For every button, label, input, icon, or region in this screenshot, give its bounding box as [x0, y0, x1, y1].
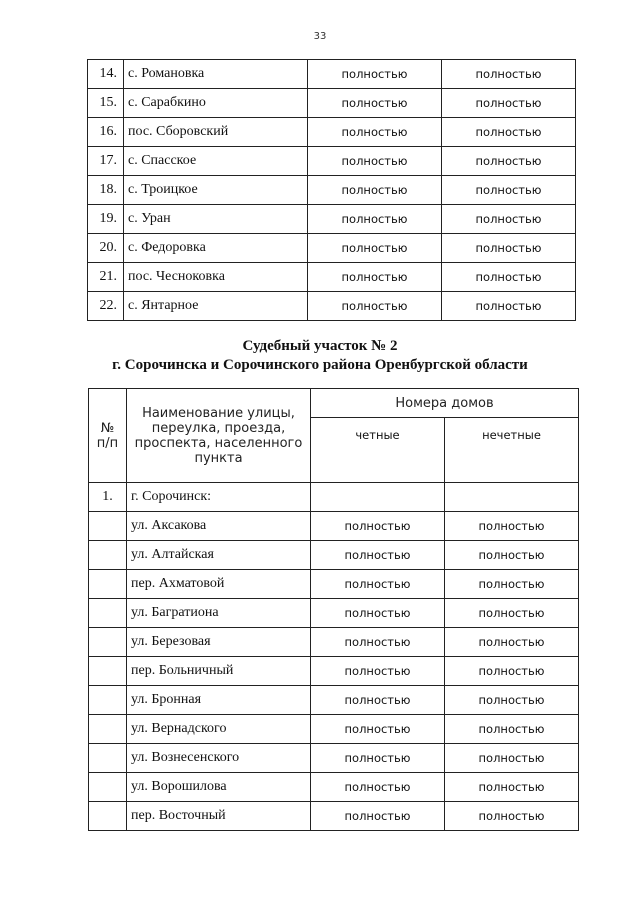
- settlement-name: с. Троицкое: [124, 176, 308, 205]
- header-name-line4: пункта: [194, 450, 243, 466]
- settlement-name: пос. Чесноковка: [124, 263, 308, 292]
- section-title: Судебный участок № 2: [242, 338, 398, 354]
- section-subtitle: г. Сорочинска и Сорочинского района Оренбургской области: [112, 357, 528, 373]
- even-value: полностью: [308, 118, 442, 147]
- table-row: [89, 715, 579, 744]
- header-name-line2: переулка, проезда,: [151, 420, 286, 436]
- table-row: [88, 89, 576, 118]
- header-name-line1: Наименование улицы,: [142, 405, 295, 421]
- header-number-line2: п/п: [96, 435, 119, 451]
- row-number-empty: [89, 802, 127, 831]
- street-name: ул. Багратиона: [127, 599, 311, 628]
- even-value: полностью: [311, 686, 445, 715]
- street-name: ул. Аксакова: [127, 512, 311, 541]
- even-value: полностью: [311, 657, 445, 686]
- table-row: [89, 744, 579, 773]
- odd-value: полностью: [442, 118, 576, 147]
- table-row: [89, 512, 579, 541]
- header-name-line3: проспекта, населенного: [134, 435, 303, 451]
- row-number-empty: [89, 744, 127, 773]
- row-number-empty: [89, 599, 127, 628]
- odd-value: полностью: [445, 657, 579, 686]
- row-number-empty: [89, 657, 127, 686]
- even-value: полностью: [311, 802, 445, 831]
- table-row: [89, 773, 579, 802]
- table-row: [88, 60, 576, 89]
- row-number: 22.: [88, 292, 124, 321]
- street-name: ул. Ворошилова: [127, 773, 311, 802]
- row-number-empty: [89, 512, 127, 541]
- table-row: [88, 263, 576, 292]
- row-number-empty: [89, 773, 127, 802]
- street-name: ул. Вернадского: [127, 715, 311, 744]
- odd-value: полностью: [445, 628, 579, 657]
- settlement-name: с. Спасское: [124, 147, 308, 176]
- odd-value: полностью: [442, 147, 576, 176]
- odd-value: полностью: [445, 686, 579, 715]
- row-number-empty: [89, 541, 127, 570]
- even-value: полностью: [311, 599, 445, 628]
- even-value: полностью: [308, 292, 442, 321]
- row-number-empty: [89, 715, 127, 744]
- settlement-name: с. Федоровка: [124, 234, 308, 263]
- even-value: полностью: [308, 176, 442, 205]
- odd-value: полностью: [445, 570, 579, 599]
- odd-value: полностью: [445, 802, 579, 831]
- even-value: полностью: [311, 570, 445, 599]
- table-row: [88, 176, 576, 205]
- header-number-line1: №: [100, 420, 115, 436]
- street-name: ул. Алтайская: [127, 541, 311, 570]
- even-value: полностью: [311, 715, 445, 744]
- even-value: полностью: [311, 512, 445, 541]
- odd-value: полностью: [442, 89, 576, 118]
- settlement-name: с. Сарабкино: [124, 89, 308, 118]
- row-number-empty: [89, 686, 127, 715]
- odd-value: полностью: [445, 512, 579, 541]
- even-value: полностью: [311, 773, 445, 802]
- odd-value: полностью: [442, 234, 576, 263]
- header-number: [89, 389, 127, 483]
- row-number: 1.: [89, 483, 127, 512]
- city-name: г. Сорочинск:: [127, 483, 311, 512]
- odd-value: полностью: [442, 263, 576, 292]
- table-row: [89, 570, 579, 599]
- table-row-group: [89, 483, 579, 512]
- header-house-numbers: Номера домов: [311, 389, 579, 418]
- odd-value: полностью: [442, 60, 576, 89]
- table-row: [88, 118, 576, 147]
- odd-value: полностью: [445, 715, 579, 744]
- table-row: [89, 657, 579, 686]
- street-name: пер. Ахматовой: [127, 570, 311, 599]
- table-row: [89, 541, 579, 570]
- table-row: [89, 628, 579, 657]
- row-number: 19.: [88, 205, 124, 234]
- table-row: [89, 802, 579, 831]
- row-number: 18.: [88, 176, 124, 205]
- odd-value: полностью: [445, 773, 579, 802]
- row-number: 20.: [88, 234, 124, 263]
- header-odd: нечетные: [445, 418, 579, 483]
- settlement-name: с. Янтарное: [124, 292, 308, 321]
- street-name: ул. Вознесенского: [127, 744, 311, 773]
- odd-value: полностью: [445, 541, 579, 570]
- even-value: полностью: [308, 205, 442, 234]
- even-value: полностью: [308, 234, 442, 263]
- street-name: пер. Больничный: [127, 657, 311, 686]
- even-cell: [311, 483, 445, 512]
- street-name: пер. Восточный: [127, 802, 311, 831]
- streets-table: [88, 388, 579, 831]
- settlements-table-continued: [87, 59, 576, 321]
- table-row: [88, 234, 576, 263]
- table-row: [88, 205, 576, 234]
- header-even: четные: [311, 418, 445, 483]
- odd-value: полностью: [442, 205, 576, 234]
- table-row: [89, 686, 579, 715]
- odd-value: полностью: [445, 744, 579, 773]
- settlement-name: с. Уран: [124, 205, 308, 234]
- row-number: 15.: [88, 89, 124, 118]
- table-row: [88, 292, 576, 321]
- row-number: 17.: [88, 147, 124, 176]
- street-name: ул. Березовая: [127, 628, 311, 657]
- odd-value: полностью: [442, 176, 576, 205]
- row-number-empty: [89, 628, 127, 657]
- even-value: полностью: [308, 147, 442, 176]
- even-value: полностью: [311, 541, 445, 570]
- header-street-name: [127, 389, 311, 483]
- odd-cell: [445, 483, 579, 512]
- even-value: полностью: [308, 263, 442, 292]
- row-number: 14.: [88, 60, 124, 89]
- even-value: полностью: [308, 89, 442, 118]
- even-value: полностью: [308, 60, 442, 89]
- settlement-name: с. Романовка: [124, 60, 308, 89]
- row-number: 16.: [88, 118, 124, 147]
- odd-value: полностью: [442, 292, 576, 321]
- odd-value: полностью: [445, 599, 579, 628]
- table-row: [88, 147, 576, 176]
- row-number: 21.: [88, 263, 124, 292]
- settlement-name: пос. Сборовский: [124, 118, 308, 147]
- even-value: полностью: [311, 628, 445, 657]
- street-name: ул. Бронная: [127, 686, 311, 715]
- page-number: 33: [313, 31, 327, 42]
- even-value: полностью: [311, 744, 445, 773]
- row-number-empty: [89, 570, 127, 599]
- table-row: [89, 599, 579, 628]
